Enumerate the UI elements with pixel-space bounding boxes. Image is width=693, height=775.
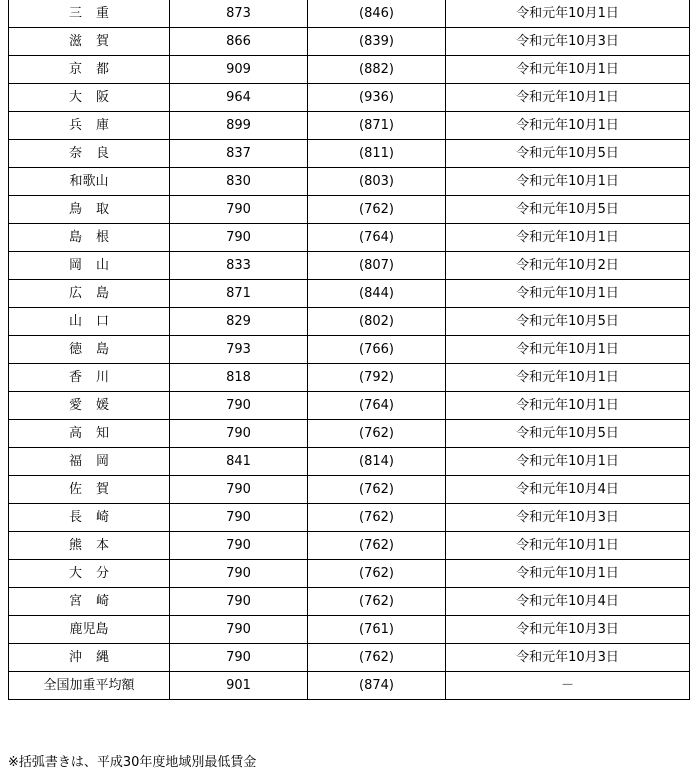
effective-date-cell: 令和元年10月5日 bbox=[446, 196, 690, 224]
table-row bbox=[9, 224, 690, 252]
prev-wage-cell: (871) bbox=[308, 112, 446, 140]
effective-date-cell: 令和元年10月1日 bbox=[446, 56, 690, 84]
effective-date-cell: 令和元年10月1日 bbox=[446, 336, 690, 364]
total-wage-cell: 901 bbox=[170, 672, 308, 700]
table-row bbox=[9, 112, 690, 140]
wage-cell: 790 bbox=[170, 644, 308, 672]
prefecture-cell: 宮崎 bbox=[9, 588, 170, 616]
table-row bbox=[9, 532, 690, 560]
wage-cell: 790 bbox=[170, 476, 308, 504]
effective-date-cell: 令和元年10月1日 bbox=[446, 84, 690, 112]
effective-date-cell: 令和元年10月2日 bbox=[446, 252, 690, 280]
prefecture-cell: 山口 bbox=[9, 308, 170, 336]
minimum-wage-table bbox=[8, 0, 690, 700]
prev-wage-cell: (762) bbox=[308, 420, 446, 448]
prefecture-cell: 三重 bbox=[9, 0, 170, 28]
total-label-cell: 全国加重平均額 bbox=[9, 672, 170, 700]
wage-cell: 841 bbox=[170, 448, 308, 476]
table-row bbox=[9, 252, 690, 280]
wage-cell: 790 bbox=[170, 420, 308, 448]
prefecture-cell: 徳島 bbox=[9, 336, 170, 364]
prefecture-cell: 高知 bbox=[9, 420, 170, 448]
table-row bbox=[9, 280, 690, 308]
effective-date-cell: 令和元年10月1日 bbox=[446, 280, 690, 308]
effective-date-cell: 令和元年10月1日 bbox=[446, 448, 690, 476]
effective-date-cell: 令和元年10月1日 bbox=[446, 532, 690, 560]
prev-wage-cell: (766) bbox=[308, 336, 446, 364]
wage-cell: 964 bbox=[170, 84, 308, 112]
wage-cell: 790 bbox=[170, 560, 308, 588]
prev-wage-cell: (762) bbox=[308, 504, 446, 532]
prefecture-cell: 兵庫 bbox=[9, 112, 170, 140]
table-row bbox=[9, 336, 690, 364]
wage-cell: 793 bbox=[170, 336, 308, 364]
effective-date-cell: 令和元年10月1日 bbox=[446, 392, 690, 420]
table-row bbox=[9, 588, 690, 616]
prev-wage-cell: (792) bbox=[308, 364, 446, 392]
prev-wage-cell: (802) bbox=[308, 308, 446, 336]
wage-cell: 873 bbox=[170, 0, 308, 28]
table-row bbox=[9, 644, 690, 672]
total-date-cell: － bbox=[446, 672, 690, 700]
prefecture-cell: 佐賀 bbox=[9, 476, 170, 504]
prev-wage-cell: (803) bbox=[308, 168, 446, 196]
table-row bbox=[9, 196, 690, 224]
prefecture-cell: 香川 bbox=[9, 364, 170, 392]
wage-cell: 833 bbox=[170, 252, 308, 280]
effective-date-cell: 令和元年10月5日 bbox=[446, 308, 690, 336]
effective-date-cell: 令和元年10月3日 bbox=[446, 28, 690, 56]
prev-wage-cell: (846) bbox=[308, 0, 446, 28]
effective-date-cell: 令和元年10月4日 bbox=[446, 588, 690, 616]
prefecture-cell: 愛媛 bbox=[9, 392, 170, 420]
effective-date-cell: 令和元年10月1日 bbox=[446, 364, 690, 392]
wage-cell: 899 bbox=[170, 112, 308, 140]
wage-cell: 790 bbox=[170, 532, 308, 560]
effective-date-cell: 令和元年10月1日 bbox=[446, 224, 690, 252]
wage-cell: 818 bbox=[170, 364, 308, 392]
prev-wage-cell: (807) bbox=[308, 252, 446, 280]
prefecture-cell: 大分 bbox=[9, 560, 170, 588]
table-row bbox=[9, 56, 690, 84]
table-row bbox=[9, 616, 690, 644]
prefecture-cell: 福岡 bbox=[9, 448, 170, 476]
effective-date-cell: 令和元年10月3日 bbox=[446, 616, 690, 644]
effective-date-cell: 令和元年10月3日 bbox=[446, 504, 690, 532]
wage-cell: 790 bbox=[170, 616, 308, 644]
table-row bbox=[9, 364, 690, 392]
prefecture-cell: 岡山 bbox=[9, 252, 170, 280]
table-row bbox=[9, 476, 690, 504]
wage-cell: 830 bbox=[170, 168, 308, 196]
prefecture-cell: 広島 bbox=[9, 280, 170, 308]
table-row-total bbox=[9, 672, 690, 700]
prev-wage-cell: (882) bbox=[308, 56, 446, 84]
table-row bbox=[9, 28, 690, 56]
wage-cell: 790 bbox=[170, 224, 308, 252]
prev-wage-cell: (811) bbox=[308, 140, 446, 168]
prefecture-cell: 奈良 bbox=[9, 140, 170, 168]
effective-date-cell: 令和元年10月5日 bbox=[446, 420, 690, 448]
prev-wage-cell: (762) bbox=[308, 196, 446, 224]
wage-cell: 790 bbox=[170, 196, 308, 224]
table-row bbox=[9, 84, 690, 112]
prev-wage-cell: (762) bbox=[308, 560, 446, 588]
table-row bbox=[9, 168, 690, 196]
prev-wage-cell: (764) bbox=[308, 392, 446, 420]
prefecture-cell: 京都 bbox=[9, 56, 170, 84]
table-row bbox=[9, 560, 690, 588]
prefecture-cell: 鹿児島 bbox=[9, 616, 170, 644]
prefecture-cell: 大阪 bbox=[9, 84, 170, 112]
effective-date-cell: 令和元年10月1日 bbox=[446, 560, 690, 588]
table-row bbox=[9, 448, 690, 476]
effective-date-cell: 令和元年10月5日 bbox=[446, 140, 690, 168]
wage-cell: 829 bbox=[170, 308, 308, 336]
table-row bbox=[9, 140, 690, 168]
wage-cell: 790 bbox=[170, 588, 308, 616]
prev-wage-cell: (814) bbox=[308, 448, 446, 476]
prev-wage-cell: (936) bbox=[308, 84, 446, 112]
table-row bbox=[9, 420, 690, 448]
wage-cell: 790 bbox=[170, 392, 308, 420]
prev-wage-cell: (762) bbox=[308, 532, 446, 560]
table-row bbox=[9, 308, 690, 336]
table-body bbox=[9, 0, 690, 700]
table-row bbox=[9, 504, 690, 532]
effective-date-cell: 令和元年10月1日 bbox=[446, 0, 690, 28]
effective-date-cell: 令和元年10月3日 bbox=[446, 644, 690, 672]
prefecture-cell: 鳥取 bbox=[9, 196, 170, 224]
wage-cell: 790 bbox=[170, 504, 308, 532]
prefecture-cell: 沖縄 bbox=[9, 644, 170, 672]
wage-cell: 837 bbox=[170, 140, 308, 168]
total-prev-wage-cell: (874) bbox=[308, 672, 446, 700]
prev-wage-cell: (764) bbox=[308, 224, 446, 252]
footnote: ※括弧書きは、平成30年度地域別最低賃金 bbox=[8, 755, 257, 770]
prefecture-cell: 滋賀 bbox=[9, 28, 170, 56]
prefecture-cell: 長崎 bbox=[9, 504, 170, 532]
prev-wage-cell: (762) bbox=[308, 476, 446, 504]
prev-wage-cell: (839) bbox=[308, 28, 446, 56]
wage-cell: 909 bbox=[170, 56, 308, 84]
prev-wage-cell: (762) bbox=[308, 588, 446, 616]
prev-wage-cell: (762) bbox=[308, 644, 446, 672]
prefecture-cell: 熊本 bbox=[9, 532, 170, 560]
effective-date-cell: 令和元年10月4日 bbox=[446, 476, 690, 504]
wage-cell: 871 bbox=[170, 280, 308, 308]
table-row bbox=[9, 392, 690, 420]
prefecture-cell: 和歌山 bbox=[9, 168, 170, 196]
table-row bbox=[9, 0, 690, 28]
prev-wage-cell: (761) bbox=[308, 616, 446, 644]
effective-date-cell: 令和元年10月1日 bbox=[446, 112, 690, 140]
prev-wage-cell: (844) bbox=[308, 280, 446, 308]
prefecture-cell: 島根 bbox=[9, 224, 170, 252]
effective-date-cell: 令和元年10月1日 bbox=[446, 168, 690, 196]
wage-cell: 866 bbox=[170, 28, 308, 56]
